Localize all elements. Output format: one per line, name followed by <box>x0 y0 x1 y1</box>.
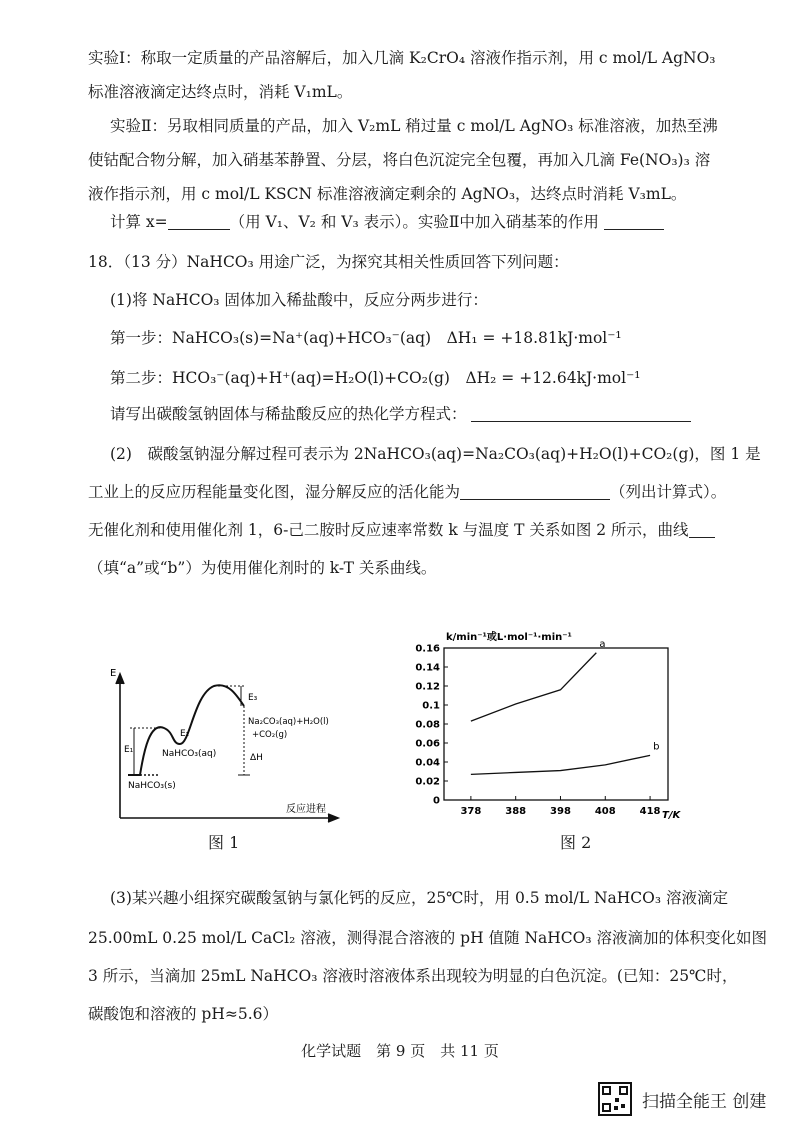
calc-prefix: 计算 x= <box>110 213 168 231</box>
fig2-y-tick-label: 0.1 <box>422 700 440 712</box>
fig2-y-tick-label: 0.06 <box>415 738 440 750</box>
step-2: 第二步：HCO₃⁻(aq)+H⁺(aq)=H₂O(l)+CO₂(g) ΔH₂ = +12.64kJ·mol⁻¹ <box>110 369 641 387</box>
blank-curve[interactable] <box>689 521 715 538</box>
fig2-series-line-b <box>471 755 650 774</box>
fig2-y-tick-label: 0.04 <box>415 757 440 769</box>
fig2-x-tick-label: 408 <box>594 806 616 817</box>
part-3-line-2: 25.00mL 0.25 mol/L CaCl₂ 溶液，测得混合溶液的 pH 值随 NaHCO₃ 溶液滴加的体积变化如图 <box>88 929 767 947</box>
exp2-line-2: 使钴配合物分解，加入硝基苯静置、分层，将白色沉淀完全包覆，再加入几滴 Fe(NO₃)₃ 溶 <box>88 151 711 169</box>
blank-nitrobenzene[interactable] <box>604 213 664 230</box>
activation-energy-text: 工业上的反应历程能量变化图，湿分解反应的活化能为 <box>88 483 461 501</box>
blank-x[interactable] <box>168 213 230 230</box>
part-3-line-4: 碳酸饱和溶液的 pH≈5.6） <box>88 1005 279 1023</box>
fig2-y-tick-label: 0.02 <box>415 776 440 788</box>
fig2-series-line-a <box>471 653 596 721</box>
exp2-line: 实验Ⅱ：另取相同质量的产品，加入 V₂mL 稍过量 c mol/L AgNO₃ 标准溶液，加热至沸 <box>110 117 718 135</box>
fig1-product-label-2: +CO₂(g) <box>252 730 288 740</box>
fig2-plot-frame <box>444 648 668 800</box>
fig2-y-tick-label: 0.12 <box>415 681 440 693</box>
calc-line <box>110 212 800 232</box>
fig1-dh-label: ΔH <box>250 753 263 763</box>
figure-1-energy-diagram <box>108 660 348 832</box>
part-2-line-4: （填“a”或“b”）为使用催化剂时的 k-T 关系曲线。 <box>88 559 437 577</box>
question-18-title: 18．（13 分）NaHCO₃ 用途广泛，为探究其相关性质回答下列问题： <box>88 253 569 271</box>
step-1: 第一步：NaHCO₃(s)=Na⁺(aq)+HCO₃⁻(aq) ΔH₁ = +18.81kJ·mol⁻¹ <box>110 329 622 347</box>
figure-2-chart <box>400 626 720 826</box>
fig2-x-tick-label: 378 <box>460 806 482 817</box>
fig2-y-tick-label: 0.16 <box>415 643 440 655</box>
part-2-line-3 <box>88 520 778 540</box>
ask-equation <box>110 404 800 424</box>
fig1-x-label: 反应进程 <box>286 804 326 815</box>
fig1-e2-label: E₂ <box>180 729 190 739</box>
ask-equation-text: 请写出碳酸氢钠固体与稀盐酸反应的热化学方程式： <box>110 405 467 423</box>
activation-energy-tail: （列出计算式）。 <box>610 483 727 501</box>
figure-2-caption: 图 2 <box>560 833 592 852</box>
fig2-series-label-a: a <box>599 638 606 650</box>
part-3-line-3: 3 所示，当滴加 25mL NaHCO₃ 溶液时溶液体系出现较为明显的白色沉淀。(已知：25℃时， <box>88 967 738 985</box>
blank-activation-energy[interactable] <box>460 483 610 500</box>
part-1-intro: (1)将 NaHCO₃ 固体加入稀盐酸中，反应分两步进行： <box>110 291 488 309</box>
fig1-product-label-1: Na₂CO₃(aq)+H₂O(l) <box>248 717 329 727</box>
brand-text: 扫描全能王 创建 <box>642 1091 767 1112</box>
blank-equation[interactable] <box>471 405 691 422</box>
part-2-line-2 <box>88 482 778 502</box>
fig1-y-arrow <box>116 674 124 684</box>
kt-relation-text: 无催化剂和使用催化剂 1，6-己二胺时反应速率常数 k 与温度 T 关系如图 2 所示，曲线 <box>88 521 689 539</box>
fig1-e3-label: E₃ <box>248 693 258 703</box>
fig2-y-axis-label: k/min⁻¹或L·mol⁻¹·min⁻¹ <box>446 632 572 643</box>
fig2-y-tick-label: 0.14 <box>415 662 440 674</box>
fig2-x-tick-label: 418 <box>639 806 661 817</box>
fig1-intermediate-label: NaHCO₃(aq) <box>162 749 217 759</box>
fig1-y-label: E <box>110 668 117 679</box>
exp1-line: 实验Ⅰ：称取一定质量的产品溶解后，加入几滴 K₂CrO₄ 溶液作指示剂，用 c mol/L AgNO₃ <box>88 49 716 67</box>
scanner-watermark <box>598 1082 766 1116</box>
fig1-start-label: NaHCO₃(s) <box>128 781 176 791</box>
fig2-x-tick-label: 388 <box>505 806 527 817</box>
fig2-x-tick-label: 398 <box>550 806 571 817</box>
qr-code-icon <box>598 1082 632 1116</box>
fig2-x-axis-label: T/K <box>662 810 681 821</box>
exp2-line-3: 液作指示剂，用 c mol/L KSCN 标准溶液滴定剩余的 AgNO₃，达终点时消耗 V₃mL。 <box>88 185 687 203</box>
fig2-y-tick-label: 0 <box>433 795 440 807</box>
fig2-series-label-b: b <box>653 741 660 753</box>
fig1-e1-label: E₁ <box>124 745 134 755</box>
fig1-x-arrow <box>328 814 338 822</box>
calc-suffix: （用 V₁、V₂ 和 V₃ 表示）。实验Ⅱ中加入硝基苯的作用 <box>229 213 599 231</box>
figure-1-caption: 图 1 <box>208 833 240 852</box>
exp1-line-2: 标准溶液滴定达终点时，消耗 V₁mL。 <box>88 83 353 101</box>
page-footer: 化学试题 第 9 页 共 11 页 <box>301 1042 499 1060</box>
part-3-line-1: (3)某兴趣小组探究碳酸氢钠与氯化钙的反应，25℃时，用 0.5 mol/L NaHCO₃ 溶液滴定 <box>110 889 728 907</box>
fig2-y-tick-label: 0.08 <box>415 719 440 731</box>
part-2-intro: (2) 碳酸氢钠湿分解过程可表示为 2NaHCO₃(aq)=Na₂CO₃(aq)+H₂O(l)+CO₂(g)，图 1 是 <box>110 445 761 463</box>
